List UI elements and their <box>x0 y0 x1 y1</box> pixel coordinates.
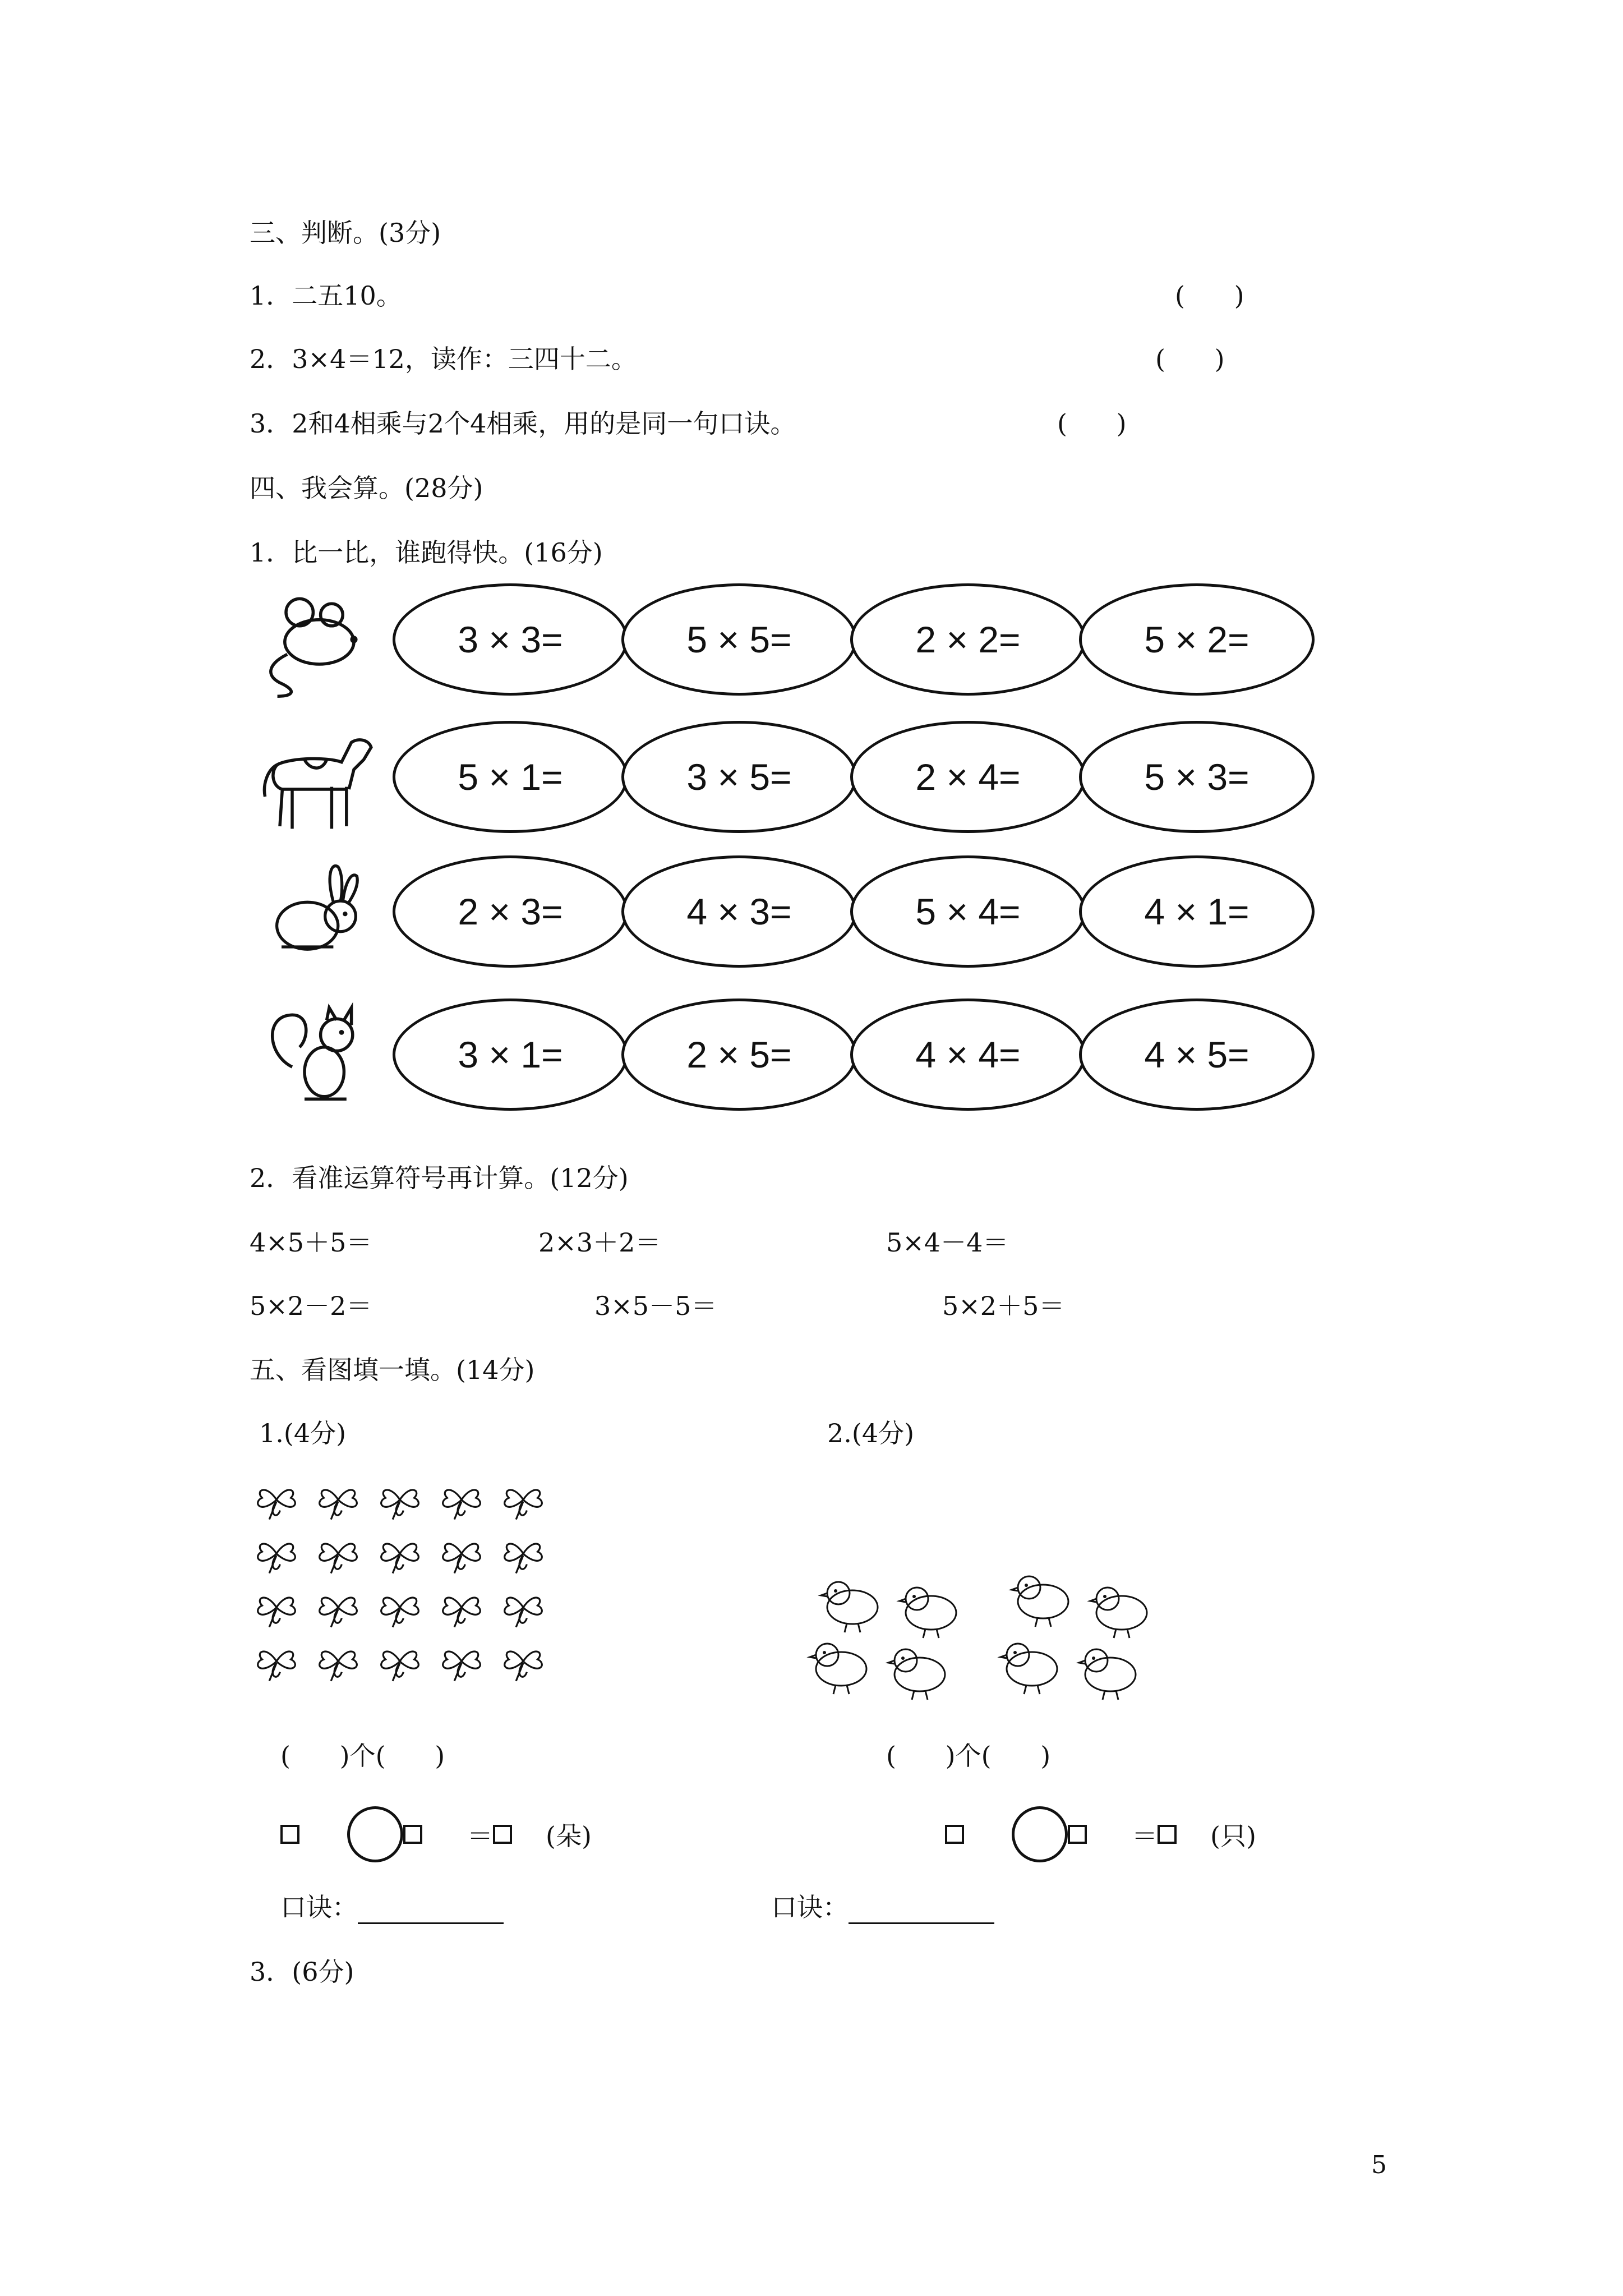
answer-box[interactable] <box>403 1825 422 1844</box>
race-expr[interactable]: 2 × 5= <box>621 999 857 1111</box>
answer-box[interactable] <box>493 1825 512 1844</box>
race-row-squirrel <box>252 990 1308 1119</box>
q3-label: 3．(6分) <box>250 1957 354 1987</box>
q1-label: 1.(4分) <box>259 1418 347 1448</box>
judge-answer-3[interactable]: ( ) <box>1057 408 1127 439</box>
koujue-blank[interactable] <box>358 1898 504 1924</box>
clover-icon <box>250 1586 311 1640</box>
koujue-left <box>280 1890 504 1924</box>
answer-box[interactable] <box>1068 1825 1087 1844</box>
race-expr[interactable]: 5 × 3= <box>1079 721 1315 833</box>
calc-item[interactable]: 5×2＋5＝ <box>942 1291 1065 1321</box>
race-expr[interactable]: 4 × 5= <box>1079 999 1315 1111</box>
clover-icon <box>250 1640 311 1694</box>
judge-answer-1[interactable]: ( ) <box>1175 280 1244 311</box>
judge-item-2: 2．3×4＝12，读作：三四十二。 <box>250 344 637 374</box>
chick-icon <box>1012 1576 1068 1627</box>
race-expr[interactable]: 5 × 1= <box>393 721 628 833</box>
chick-icon <box>1090 1588 1147 1638</box>
race-expr[interactable]: 4 × 3= <box>621 855 857 968</box>
race-expr[interactable]: 5 × 2= <box>1079 583 1315 696</box>
race-expr[interactable]: 5 × 4= <box>850 855 1086 968</box>
q2-label: 2.(4分) <box>827 1418 915 1448</box>
race-expr[interactable]: 2 × 2= <box>850 583 1086 696</box>
operator-circle[interactable] <box>347 1806 403 1862</box>
clover-icon <box>373 1532 435 1586</box>
race-expr[interactable]: 4 × 1= <box>1079 855 1315 968</box>
answer-box[interactable] <box>945 1825 964 1844</box>
equation-left <box>280 1803 592 1865</box>
rabbit-icon <box>252 847 381 976</box>
answer-box[interactable] <box>280 1825 299 1844</box>
race-expr[interactable]: 3 × 3= <box>393 583 628 696</box>
koujue-right <box>771 1890 994 1924</box>
clover-icon <box>496 1532 558 1586</box>
clover-icon <box>373 1478 435 1532</box>
clover-icon <box>496 1640 558 1694</box>
koujue-label: 口诀： <box>280 1892 358 1922</box>
race-expr[interactable]: 2 × 3= <box>393 855 628 968</box>
clover-icon <box>435 1586 496 1640</box>
clover-icon <box>311 1640 373 1694</box>
clover-icon <box>435 1640 496 1694</box>
clover-icon <box>435 1532 496 1586</box>
unit-label: (朵) <box>546 1821 592 1851</box>
calc-item[interactable]: 4×5＋5＝ <box>250 1227 372 1258</box>
koujue-label: 口诀： <box>771 1892 849 1922</box>
clover-icon <box>435 1478 496 1532</box>
koujue-blank[interactable] <box>849 1898 994 1924</box>
race-expr[interactable]: 3 × 5= <box>621 721 857 833</box>
operator-circle[interactable] <box>1012 1806 1068 1862</box>
judge-item-1: 1．二五10。 <box>250 280 402 311</box>
clover-icon <box>250 1478 311 1532</box>
chick-icon <box>810 1644 866 1694</box>
section4-heading: 四、我会算。(28分) <box>250 473 483 503</box>
chick-icon <box>888 1649 945 1700</box>
calc-item[interactable]: 5×4－4＝ <box>886 1227 1009 1258</box>
race-row-horse <box>252 712 1308 841</box>
clover-icon <box>496 1478 558 1532</box>
clover-grid <box>250 1478 558 1694</box>
q2-title: 2．看准运算符号再计算。(12分) <box>250 1163 629 1193</box>
race-expr[interactable]: 3 × 1= <box>393 999 628 1111</box>
judge-item-3: 3．2和4相乘与2个4相乘，用的是同一句口诀。 <box>250 408 796 439</box>
count-line-left[interactable]: ( )个( ) <box>280 1741 445 1771</box>
section5-heading: 五、看图填一填。(14分) <box>250 1355 535 1385</box>
page-number: 5 <box>1371 2151 1387 2179</box>
clover-icon <box>373 1586 435 1640</box>
clover-icon <box>311 1586 373 1640</box>
section3-heading: 三、判断。(3分) <box>250 218 441 248</box>
calc-item[interactable]: 2×3＋2＝ <box>538 1227 661 1258</box>
equals-sign: ＝ <box>467 1821 493 1851</box>
answer-box[interactable] <box>1158 1825 1177 1844</box>
race-expr[interactable]: 2 × 4= <box>850 721 1086 833</box>
q1-title: 1．比一比，谁跑得快。(16分) <box>250 537 603 568</box>
unit-label: (只) <box>1210 1821 1256 1851</box>
clover-icon <box>496 1586 558 1640</box>
clover-icon <box>250 1532 311 1586</box>
horse-icon <box>252 712 381 841</box>
race-row-mouse <box>252 575 1308 704</box>
chick-icon <box>821 1582 878 1632</box>
equals-sign: ＝ <box>1132 1821 1158 1851</box>
count-line-right[interactable]: ( )个( ) <box>886 1741 1051 1771</box>
race-expr[interactable]: 5 × 5= <box>621 583 857 696</box>
judge-answer-2[interactable]: ( ) <box>1155 344 1225 374</box>
clover-icon <box>311 1478 373 1532</box>
equation-right <box>945 1803 1256 1865</box>
squirrel-icon <box>252 990 381 1119</box>
chick-icon <box>900 1588 956 1638</box>
mouse-icon <box>252 575 381 704</box>
clover-icon <box>373 1640 435 1694</box>
chick-groups <box>796 1565 1189 1711</box>
chick-icon <box>1079 1649 1136 1700</box>
race-expr[interactable]: 4 × 4= <box>850 999 1086 1111</box>
race-row-rabbit <box>252 847 1308 976</box>
calc-item[interactable]: 3×5－5＝ <box>594 1291 717 1321</box>
chick-icon <box>1000 1644 1057 1694</box>
calc-item[interactable]: 5×2－2＝ <box>250 1291 372 1321</box>
clover-icon <box>311 1532 373 1586</box>
